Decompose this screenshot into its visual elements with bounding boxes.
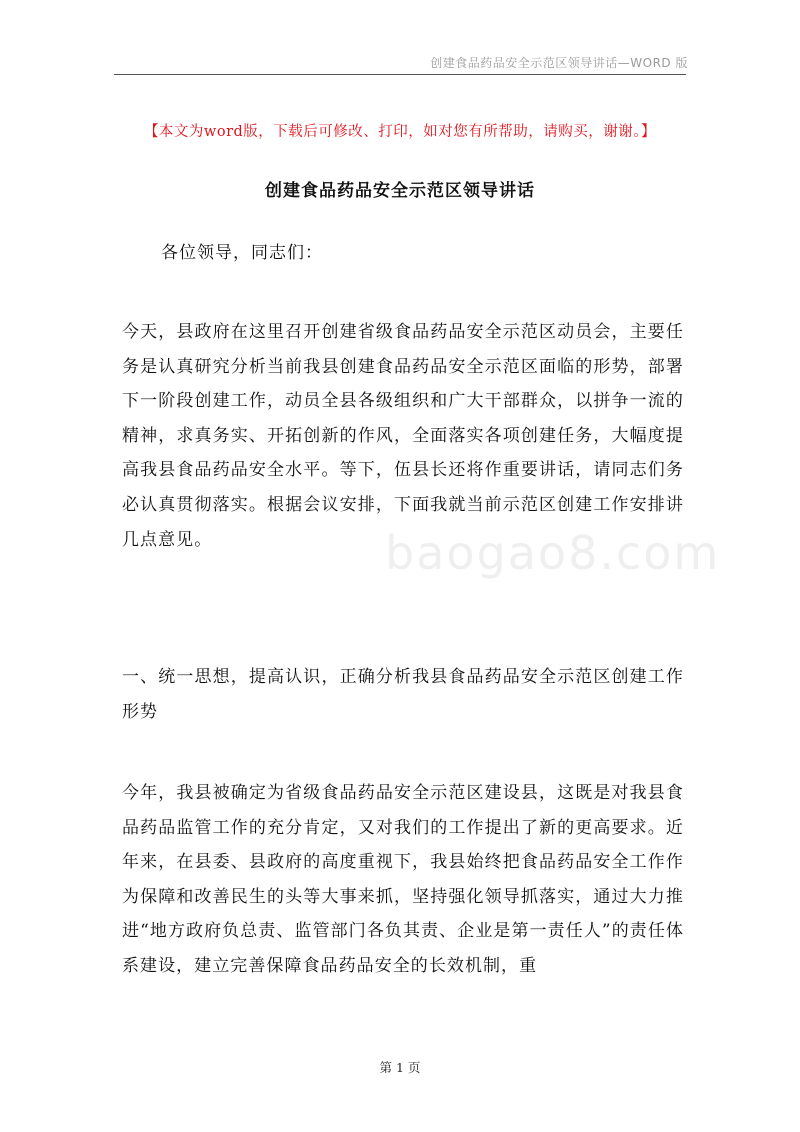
watermark: baogao8.com: [385, 526, 721, 580]
document-title: 创建食品药品安全示范区领导讲话: [265, 181, 535, 201]
page-number: 第 1 页: [379, 1060, 421, 1075]
header-divider: [114, 74, 686, 75]
body-paragraph: 今年，我县被确定为省级食品药品安全示范区建设县，这既是对我县食品药品监管工作的充分肯定，又对我们的工作提出了新的更高要求。近年来，在县委、县政府的高度重视下，我县始终把食品药品安全工作作为保障和改善民生的头等大事来抓，坚持强化领导抓落实，通过大力推进“地方政府负总责、监管部门各负其责、企业是第一责任人”的责任体系建设，建立完善保障食品药品安全的长效机制，重: [122, 783, 684, 976]
section-heading: 一、统一思想，提高认识，正确分析我县食品药品安全示范区创建工作形势: [122, 667, 684, 722]
body-paragraph: 今天，县政府在这里召开创建省级食品药品安全示范区动员会，主要任务是认真研究分析当前我县创建食品药品安全示范区面临的形势，部署下一阶段创建工作，动员全县各级组织和广大干部群众，以拼争一流的精神，求真务实、开拓创新的作风，全面落实各项创建任务，大幅度提高我县食品药品安全水平。等下，伍县长还将作重要讲话，请同志们务必认真贯彻落实。根据会议安排，下面我就当前示范区创建工作安排讲几点意见。: [122, 322, 684, 550]
greeting: 各位领导，同志们：: [161, 243, 323, 263]
purchase-notice: 【本文为word版，下载后可修改、打印，如对您有所帮助，请购买，谢谢。】: [143, 124, 657, 140]
running-header: 创建食品药品安全示范区领导讲话—WORD 版: [430, 56, 688, 70]
